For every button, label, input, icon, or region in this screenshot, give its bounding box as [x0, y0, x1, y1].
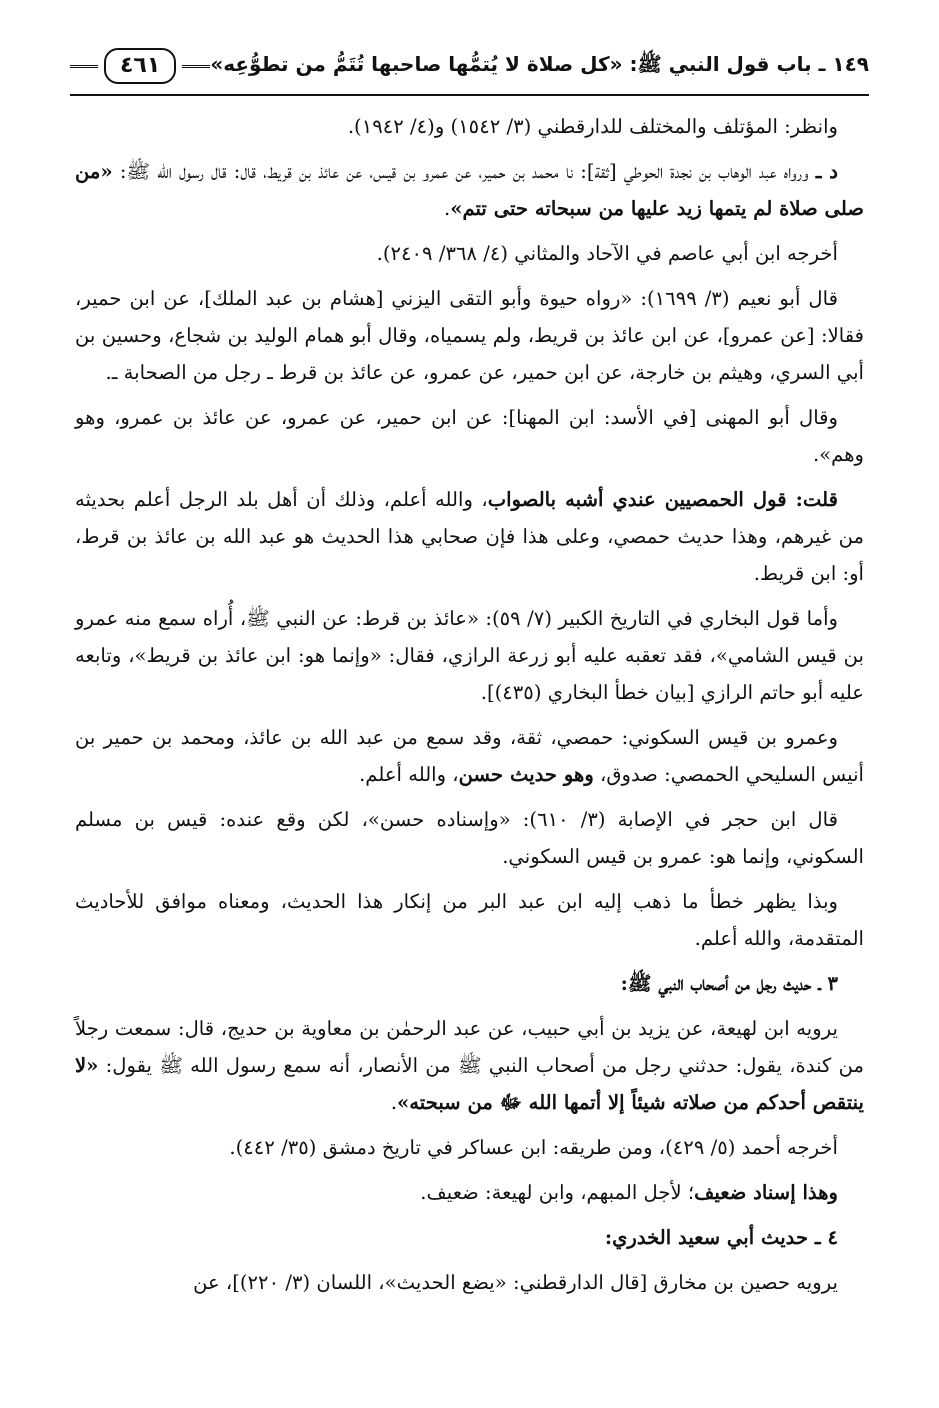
grading: وهو حديث حسن [458, 763, 594, 786]
paragraph: وانظر: المؤتلف والمختلف للدارقطني (٣/ ١٥٤٢) و(٤/ ١٩٤٢). [347, 115, 838, 138]
paragraph: قال ابن حجر في الإصابة (٣/ ٦١٠): «وإسناده حسن»، لكن وقع عنده: قيس بن مسلم السكوني، وإنما هو: عمرو بن قيس السكوني. [75, 808, 864, 868]
grading: وهذا إسناد ضعيف [694, 1181, 838, 1204]
header-divider [70, 94, 869, 96]
paragraph-text: . [390, 1091, 398, 1114]
running-title: ١٤٩ ـ باب قول النبي ﷺ: «كل صلاة لا يُتمُّها صاحبها تُتَمُّ من تطوُّعِه» [210, 51, 869, 76]
paragraph-text: وعمرو بن قيس السكوني: حمصي، ثقة، وقد سمع من عبد الله بن عائذ، ومحمد بن حمير بن أنيس السليحي الحمصي: صدوق، [75, 726, 864, 786]
page-number-box [70, 48, 210, 84]
paragraph: وبذا يظهر خطأ ما ذهب إليه ابن عبد البر من إنكار هذا الحديث، ومعناه موافق للأحاديث المتقدمة، والله أعلم. [75, 890, 864, 950]
paragraph [75, 1010, 864, 1121]
hadith-quote: «لا ينتقص أحدكم من صلاته شيئاً إلا أتمها الله ﷻ من سبحته» [75, 1054, 864, 1114]
paragraph: يرويه حصين بن مخارق [قال الدارقطني: «يضع الحديث»، اللسان (٣/ ٢٢٠)]، عن [193, 1271, 838, 1294]
paragraph [75, 1174, 864, 1211]
hadith-quote: «من صلى صلاة لم يتمها زيد عليها من سبحاته حتى تتم» [75, 160, 864, 220]
paragraph-text: يرويه ابن لهيعة، عن يزيد بن أبي حبيب، عن عبد الرحمٰن بن معاوية بن حديج، قال: سمعت رجلاً من كندة، يقول: حدثني رجل من أصحاب النبي ﷺ من الأنصار، أنه سمع رسول الله ﷺ يقول: [75, 1017, 864, 1077]
header-ornament-rule [70, 65, 98, 68]
paragraph [75, 153, 864, 227]
paragraph-text: ؛ لأجل المبهم، وابن لهيعة: ضعيف. [420, 1181, 695, 1204]
page-body [75, 108, 864, 1348]
paragraph-text: ، والله أعلم. [359, 763, 459, 786]
header-ornament-rule [182, 65, 210, 68]
paragraph: أخرجه ابن أبي عاصم في الآحاد والمثاني (٤/ ٣٦٨/ ٢٤٠٩). [376, 242, 838, 265]
paragraph: أخرجه أحمد (٥/ ٤٢٩)، ومن طريقه: ابن عساكر في تاريخ دمشق (٣٥/ ٤٤٢). [229, 1136, 838, 1159]
paragraph: وأما قول البخاري في التاريخ الكبير (٧/ ٥٩): «عائذ بن قرط: عن النبي ﷺ، أُراه سمع منه عمرو بن قيس الشامي»، فقد تعقبه عليه أبو زرعة الرازي، فقال: «وإنما هو: ابن عائذ بن قريط»، وتابعه عليه أبو حاتم الرازي [بيان خطأ البخاري (٤٣٥)]. [75, 607, 864, 704]
page-number: ٤٦١ [104, 48, 176, 84]
paragraph-text: ، والله أعلم، وذلك أن أهل بلد الرجل أعلم بحديثه من غيرهم، وهذا حديث حمصي، وعلى هذا فإن صحابي هذا الحديث هو عبد الله بن عائذ بن قرط، أو: ابن قريط. [75, 488, 864, 585]
section-heading: ٤ ـ حديث أبي سعيد الخدري: [604, 1226, 838, 1249]
paragraph-text: . [444, 197, 451, 220]
paragraph [75, 481, 864, 592]
paragraph-text: ورواه عبد الوهاب بن نجدة الحوطي [ثقة]: نا محمد بن حمير، عن عمرو بن قيس، عن عائذ بن قريط، قال: قال رسول الله ﷺ: [112, 160, 816, 183]
section-label: د ـ [815, 160, 838, 183]
author-verdict: قلت: قول الحمصيين عندي أشبه بالصواب [487, 488, 839, 511]
paragraph [75, 719, 864, 793]
section-heading: ٣ ـ حديث رجل من أصحاب النبي ﷺ: [620, 972, 838, 995]
paragraph: وقال أبو المهنى [في الأسد: ابن المهنا]: عن ابن حمير، عن عمرو، عن عائذ بن عمرو، وهو وهم». [75, 406, 864, 466]
paragraph: قال أبو نعيم (٣/ ١٦٩٩): «رواه حيوة وأبو التقى اليزني [هشام بن عبد الملك]، عن ابن حمير، فقالا: [عن عمرو]، عن ابن عائذ بن قريط، ولم يسمياه، وقال أبو همام الوليد بن شجاع، وحسين بن أبي السري، وهيثم بن خارجة، عن ابن حمير، عن عمرو، عن عائذ بن قرط ـ رجل من الصحابة ـ. [75, 287, 864, 384]
page-header [70, 40, 869, 92]
